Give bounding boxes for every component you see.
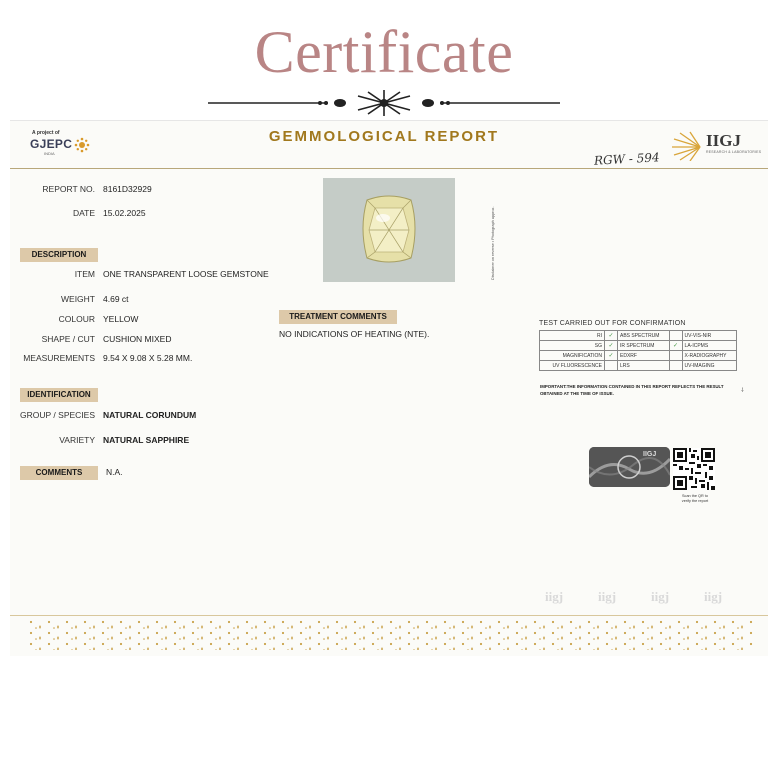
handwritten-reference: RGW - 594 [593, 150, 660, 168]
table-row [540, 341, 737, 351]
test-name: SG [540, 341, 605, 351]
report-no-label: REPORT NO. [42, 184, 95, 194]
qr-code-icon[interactable] [673, 448, 715, 490]
check-icon: ✓ [605, 351, 618, 361]
treatment-value: NO INDICATIONS OF HEATING (NTE). [279, 329, 430, 339]
test-name: ABS SPECTRUM [618, 331, 670, 341]
important-notice [540, 383, 740, 397]
test-name: X-RADIOGRAPHY [682, 351, 736, 361]
test-name: EDXRF [618, 351, 670, 361]
test-name: UV-IMAGING [682, 361, 736, 371]
ornament-divider [208, 88, 560, 118]
qr-caption-line-1: Scan the QR to [682, 494, 708, 498]
colour-label: COLOUR [58, 314, 95, 324]
weight-label: WEIGHT [61, 294, 95, 304]
date-label: DATE [72, 208, 95, 218]
certificate-title: Certificate [254, 19, 514, 85]
header-rule [10, 168, 768, 169]
group-species-value: NATURAL CORUNDUM [103, 410, 197, 420]
decorative-dot-border [28, 608, 753, 652]
comments-value: N.A. [106, 467, 123, 477]
identification-heading: IDENTIFICATION [20, 388, 98, 402]
qr-caption-line-2: verify the report [681, 499, 709, 503]
iigj-logo-subtitle: RESEARCH & LABORATORIES [706, 150, 762, 154]
table-row [540, 331, 737, 341]
group-species-label: GROUP / SPECIES [20, 410, 95, 420]
test-name: LRS [618, 361, 670, 371]
measurements-value: 9.54 X 9.08 X 5.28 MM. [103, 353, 193, 363]
shape-cut-label: SHAPE / CUT [41, 334, 95, 344]
report-no-value: 8161D32929 [103, 184, 152, 194]
treatment-heading: TREATMENT COMMENTS [279, 310, 397, 324]
hologram-text: IIGJ [643, 451, 657, 458]
table-row [540, 351, 737, 361]
date-value: 15.02.2025 [103, 208, 146, 218]
check-icon [605, 361, 618, 371]
hologram-sticker [589, 447, 670, 487]
variety-label: VARIETY [59, 435, 95, 445]
iigj-starburst-icon [670, 131, 704, 161]
description-heading: DESCRIPTION [20, 248, 98, 262]
test-name: IR SPECTRUM [618, 341, 670, 351]
important-text: THE INFORMATION CONTAINED IN THIS REPORT REFLECTS THE RESULT OBTAINED AT THE TIME OF ISSUE. [540, 384, 724, 396]
table-row [540, 361, 737, 371]
variety-value: NATURAL SAPPHIRE [103, 435, 190, 445]
test-name: MAGNIFICATION [540, 351, 605, 361]
gjepc-country: INDIA [44, 151, 55, 156]
item-label: ITEM [74, 269, 95, 279]
test-name: UV-VIS-NIR [682, 331, 736, 341]
tests-table [539, 330, 737, 371]
shape-cut-value: CUSHION MIXED [103, 334, 172, 344]
gjepc-project-label: A project of [32, 130, 60, 136]
iigj-watermark: iigj [651, 589, 670, 604]
gjepc-logo-text: GJEPC [30, 137, 73, 151]
item-value: ONE TRANSPARENT LOOSE GEMSTONE [103, 269, 269, 279]
check-icon [669, 331, 682, 341]
test-name: UV FLUORESCENCE [540, 361, 605, 371]
colour-value: YELLOW [103, 314, 139, 324]
check-icon [669, 361, 682, 371]
weight-value: 4.69 ct [103, 294, 129, 304]
iigj-logo-text: IIGJ [706, 131, 741, 150]
qr-caption [672, 494, 718, 504]
iigj-watermark: iigj [704, 589, 723, 604]
check-icon: ✓ [669, 341, 682, 351]
photo-disclaimer-note: Disclaimer on reverse • Photograph approx. [491, 206, 495, 280]
test-name: LA-ICPMS [682, 341, 736, 351]
gemstone-image [323, 178, 455, 282]
important-label: IMPORTANT: [540, 384, 567, 389]
check-icon: ✓ [605, 331, 618, 341]
check-icon: ✓ [605, 341, 618, 351]
hologram-pattern [589, 447, 670, 487]
check-icon [669, 351, 682, 361]
iigj-watermark: iigj [598, 589, 617, 604]
margin-mark: ⸸ [741, 388, 744, 394]
measurements-label: MEASUREMENTS [23, 353, 95, 363]
tests-title: TEST CARRIED OUT FOR CONFIRMATION [539, 320, 686, 327]
gemstone-photo [323, 178, 455, 282]
iigj-watermark: iigj [545, 589, 564, 604]
comments-heading: COMMENTS [20, 466, 98, 480]
report-title: GEMMOLOGICAL REPORT [268, 128, 500, 145]
test-name: RI [540, 331, 605, 341]
